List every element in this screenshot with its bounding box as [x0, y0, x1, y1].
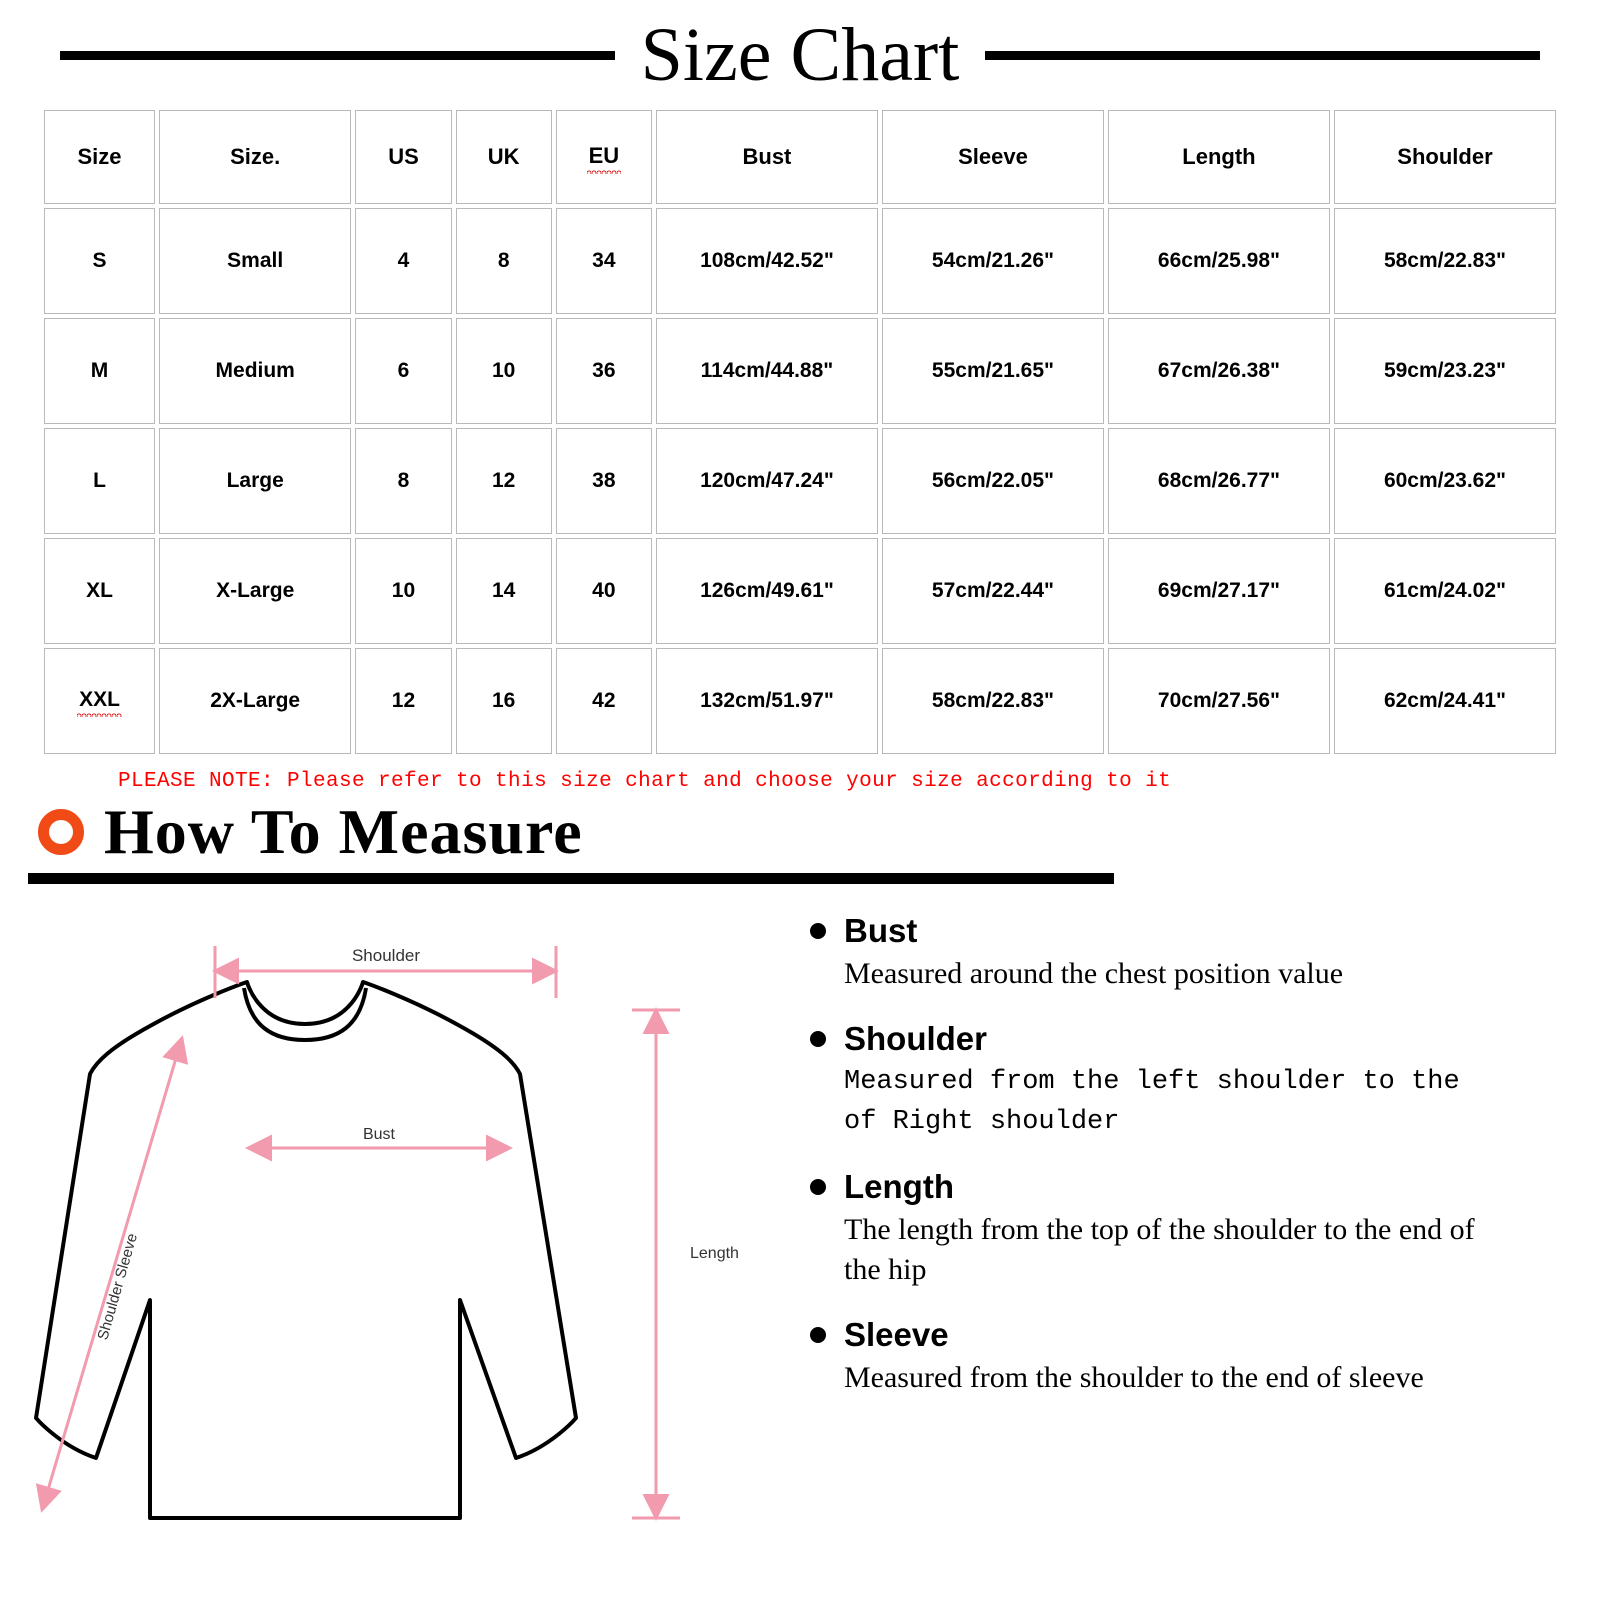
please-note-text: PLEASE NOTE: Please refer to this size chart and choose your size according to it — [118, 770, 1172, 793]
measurement-name: Bust — [844, 912, 918, 949]
table-header-row — [44, 110, 1556, 204]
title-rule-right — [985, 51, 1540, 60]
measurement-name: Length — [844, 1168, 954, 1205]
measurement-name: Sleeve — [844, 1316, 949, 1353]
cell-sizename: Large — [159, 428, 351, 534]
cell-length: 70cm/27.56" — [1108, 648, 1330, 754]
cell-shoulder: 61cm/24.02" — [1334, 538, 1556, 644]
bullet-dot-icon — [810, 1031, 826, 1047]
measurement-description: Measured from the left shoulder to the of Right shoulder — [844, 1067, 1460, 1137]
cell-size-text: XXL — [79, 688, 120, 715]
cell-size: XL — [44, 538, 155, 644]
header-cell-uk: UK — [456, 110, 552, 204]
page-title: Size Chart — [640, 13, 960, 97]
measurement-heading — [810, 1168, 1560, 1206]
cell-uk: 14 — [456, 538, 552, 644]
cell-bust: 126cm/49.61" — [656, 538, 878, 644]
measurement-item-shoulder — [810, 1020, 1560, 1142]
cell-us: 8 — [355, 428, 451, 534]
measurement-description: The length from the top of the shoulder to the end of the hip — [844, 1213, 1475, 1286]
cell-sleeve: 54cm/21.26" — [882, 208, 1104, 314]
title-rule-left — [60, 51, 615, 60]
cell-sleeve: 55cm/21.65" — [882, 318, 1104, 424]
cell-size: L — [44, 428, 155, 534]
header-cell-size: Size — [44, 110, 155, 204]
cell-eu: 38 — [556, 428, 652, 534]
header-cell-shoulder: Shoulder — [1334, 110, 1556, 204]
header-cell-eu-text: EU — [589, 143, 620, 172]
cell-shoulder: 59cm/23.23" — [1334, 318, 1556, 424]
cell-shoulder: 60cm/23.62" — [1334, 428, 1556, 534]
diagram-bust-label: Bust — [362, 1126, 396, 1143]
cell-uk: 12 — [456, 428, 552, 534]
cell-sleeve: 58cm/22.83" — [882, 648, 1104, 754]
cell-size — [44, 648, 155, 754]
cell-bust: 120cm/47.24" — [656, 428, 878, 534]
cell-length: 67cm/26.38" — [1108, 318, 1330, 424]
cell-eu: 36 — [556, 318, 652, 424]
cell-eu: 40 — [556, 538, 652, 644]
table-row — [44, 648, 1556, 754]
cell-sleeve: 57cm/22.44" — [882, 538, 1104, 644]
header-cell-length: Length — [1108, 110, 1330, 204]
cell-uk: 16 — [456, 648, 552, 754]
bottom-section — [0, 884, 1600, 1538]
cell-bust: 132cm/51.97" — [656, 648, 878, 754]
cell-bust: 114cm/44.88" — [656, 318, 878, 424]
cell-us: 12 — [355, 648, 451, 754]
diagram-length-label: Length — [690, 1245, 739, 1262]
bullet-dot-icon — [810, 1327, 826, 1343]
cell-shoulder: 58cm/22.83" — [1334, 208, 1556, 314]
size-chart-table — [40, 106, 1560, 758]
circle-bullet-icon — [38, 809, 84, 855]
measurement-heading — [810, 912, 1560, 950]
cell-uk: 8 — [456, 208, 552, 314]
table-row — [44, 318, 1556, 424]
diagram-sleeve-label: Shoulder Sleeve — [94, 1231, 142, 1343]
table-row — [44, 428, 1556, 534]
cell-length: 69cm/27.17" — [1108, 538, 1330, 644]
header-cell-bust: Bust — [656, 110, 878, 204]
header-cell-us: US — [355, 110, 451, 204]
cell-bust: 108cm/42.52" — [656, 208, 878, 314]
cell-sizename: Small — [159, 208, 351, 314]
cell-us: 6 — [355, 318, 451, 424]
cell-shoulder: 62cm/24.41" — [1334, 648, 1556, 754]
bullet-dot-icon — [810, 1179, 826, 1195]
cell-sizename: X-Large — [159, 538, 351, 644]
cell-us: 4 — [355, 208, 451, 314]
cell-sizename: 2X-Large — [159, 648, 351, 754]
cell-size: S — [44, 208, 155, 314]
measurement-heading — [810, 1020, 1560, 1058]
cell-length: 68cm/26.77" — [1108, 428, 1330, 534]
measurement-description: Measured around the chest position value — [844, 957, 1344, 990]
header-cell-eu — [556, 110, 652, 204]
garment-diagram-svg — [0, 898, 790, 1538]
cell-eu: 34 — [556, 208, 652, 314]
header-cell-sleeve: Sleeve — [882, 110, 1104, 204]
table-row — [44, 208, 1556, 314]
cell-us: 10 — [355, 538, 451, 644]
how-to-measure-header — [0, 793, 1600, 865]
bullet-dot-icon — [810, 923, 826, 939]
diagram-shoulder-label: Shoulder — [351, 946, 421, 965]
measurement-name: Shoulder — [844, 1020, 988, 1057]
page-title-row — [0, 0, 1600, 100]
header-cell-sizename: Size. — [159, 110, 351, 204]
garment-diagram — [0, 898, 790, 1538]
measurement-heading — [810, 1316, 1560, 1354]
measurement-description: Measured from the shoulder to the end of sleeve — [844, 1361, 1424, 1394]
how-to-measure-title: How To Measure — [104, 796, 583, 867]
size-table-wrapper — [0, 100, 1600, 758]
cell-eu: 42 — [556, 648, 652, 754]
cell-size: M — [44, 318, 155, 424]
cell-length: 66cm/25.98" — [1108, 208, 1330, 314]
cell-sleeve: 56cm/22.05" — [882, 428, 1104, 534]
how-to-measure-rule — [28, 873, 1114, 884]
measurement-item-length — [810, 1168, 1560, 1290]
measurement-item-bust — [810, 912, 1560, 994]
cell-sizename: Medium — [159, 318, 351, 424]
measurement-item-sleeve — [810, 1316, 1560, 1398]
measurement-descriptions — [790, 898, 1600, 1538]
cell-uk: 10 — [456, 318, 552, 424]
table-row — [44, 538, 1556, 644]
